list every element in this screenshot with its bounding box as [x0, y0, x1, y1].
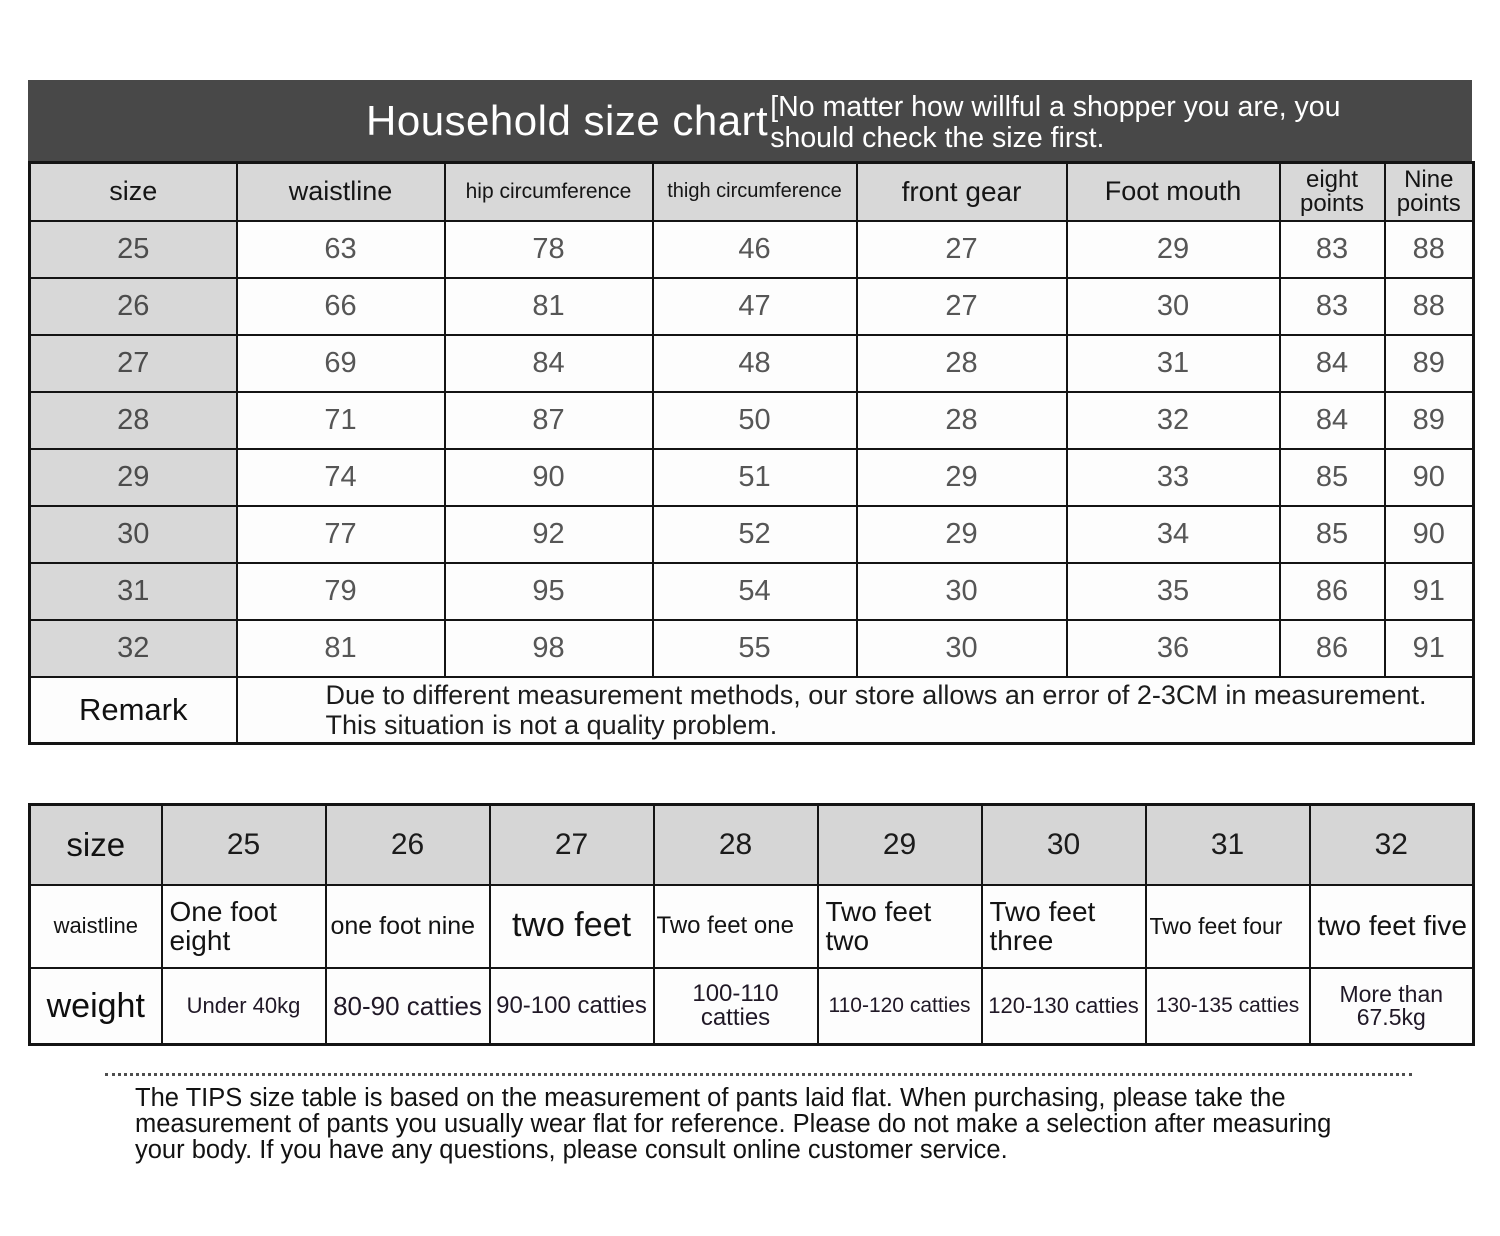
cell: 95: [445, 563, 653, 620]
size-cell: 32: [30, 620, 237, 677]
weight-value-cell: 90-100 catties: [490, 968, 654, 1045]
cell: 54: [653, 563, 857, 620]
waistline-value-cell: one foot nine: [326, 885, 490, 968]
size-header-cell: 27: [490, 805, 654, 885]
waistline-value-cell: Two feet one: [654, 885, 818, 968]
waistline-value-cell: Two feet two: [818, 885, 982, 968]
size-header-cell: 31: [1146, 805, 1310, 885]
cell: 63: [237, 221, 445, 278]
waistline-value-cell: two feet five: [1310, 885, 1474, 968]
column-header-thigh: thigh circumference: [653, 163, 857, 221]
cell: 30: [857, 620, 1067, 677]
waistline-row-label: waistline: [30, 885, 162, 968]
size-header-cell: 26: [326, 805, 490, 885]
cell: 48: [653, 335, 857, 392]
table-row: [30, 563, 1474, 620]
size-cell: 26: [30, 278, 237, 335]
cell: 85: [1280, 449, 1385, 506]
weight-row-label: weight: [30, 968, 162, 1045]
size-header-cell: 30: [982, 805, 1146, 885]
column-header-front-gear: front gear: [857, 163, 1067, 221]
cell: 88: [1385, 278, 1474, 335]
waistline-value-cell: Two feet four: [1146, 885, 1310, 968]
fit-table-weight-row: [30, 968, 1474, 1045]
chart-subtitle: [770, 92, 1340, 153]
size-cell: 27: [30, 335, 237, 392]
cell: 28: [857, 335, 1067, 392]
size-measurement-table: [28, 161, 1475, 745]
cell: 29: [857, 449, 1067, 506]
cell: 78: [445, 221, 653, 278]
column-header-hip: hip circumference: [445, 163, 653, 221]
cell: 29: [857, 506, 1067, 563]
cell: 46: [653, 221, 857, 278]
cell: 92: [445, 506, 653, 563]
table-row: [30, 620, 1474, 677]
waistline-value-cell: One foot eight: [162, 885, 326, 968]
size-header-cell: 28: [654, 805, 818, 885]
column-header-size: size: [30, 163, 237, 221]
fit-table-waistline-row: [30, 885, 1474, 968]
table-row: [30, 221, 1474, 278]
weight-value-cell: 80-90 catties: [326, 968, 490, 1045]
table-row: [30, 506, 1474, 563]
column-header-foot-mouth: Foot mouth: [1067, 163, 1280, 221]
waistline-value-cell: Two feet three: [982, 885, 1146, 968]
cell: 47: [653, 278, 857, 335]
cell: 50: [653, 392, 857, 449]
cell: 30: [1067, 278, 1280, 335]
remark-row: [30, 677, 1474, 744]
table-row: [30, 392, 1474, 449]
column-header-waistline: waistline: [237, 163, 445, 221]
cell: 33: [1067, 449, 1280, 506]
cell: 71: [237, 392, 445, 449]
size-fit-table: [28, 803, 1475, 1046]
cell: 84: [1280, 392, 1385, 449]
table-row: [30, 335, 1474, 392]
cell: 66: [237, 278, 445, 335]
fit-table-size-row: [30, 805, 1474, 885]
cell: 69: [237, 335, 445, 392]
cell: 83: [1280, 221, 1385, 278]
cell: 98: [445, 620, 653, 677]
cell: 27: [857, 278, 1067, 335]
cell: 87: [445, 392, 653, 449]
chart-title: Household size chart: [366, 96, 769, 144]
chart-header-bar: [28, 80, 1472, 161]
size-cell: 28: [30, 392, 237, 449]
tips-paragraph: The TIPS size table is based on the measurement of pants laid flat. When purchasing, please take the measurement of pants you usually wear flat for reference. Please do not make a selection after measuring your body. If you have any questions, please consult online customer service.: [135, 1084, 1332, 1164]
cell: 52: [653, 506, 857, 563]
cell: 83: [1280, 278, 1385, 335]
fit-corner-label: size: [30, 805, 162, 885]
weight-value-cell: 120-130 catties: [982, 968, 1146, 1045]
cell: 84: [445, 335, 653, 392]
size-header-cell: 29: [818, 805, 982, 885]
cell: 85: [1280, 506, 1385, 563]
cell: 89: [1385, 335, 1474, 392]
cell: 90: [1385, 506, 1474, 563]
size-cell: 31: [30, 563, 237, 620]
cell: 91: [1385, 620, 1474, 677]
weight-value-cell: More than 67.5kg: [1310, 968, 1474, 1045]
column-header-eight-points: eight points: [1280, 163, 1385, 221]
table-row: [30, 278, 1474, 335]
size-cell: 30: [30, 506, 237, 563]
size-header-cell: 25: [162, 805, 326, 885]
cell: 55: [653, 620, 857, 677]
weight-value-cell: 130-135 catties: [1146, 968, 1310, 1045]
cell: 74: [237, 449, 445, 506]
dotted-divider: [105, 1073, 1412, 1076]
cell: 84: [1280, 335, 1385, 392]
cell: 36: [1067, 620, 1280, 677]
column-header-nine-points: Nine points: [1385, 163, 1474, 221]
weight-value-cell: Under 40kg: [162, 968, 326, 1045]
size-header-cell: 32: [1310, 805, 1474, 885]
cell: 79: [237, 563, 445, 620]
cell: 51: [653, 449, 857, 506]
waistline-value-cell: two feet: [490, 885, 654, 968]
cell: 27: [857, 221, 1067, 278]
cell: 86: [1280, 620, 1385, 677]
cell: 32: [1067, 392, 1280, 449]
cell: 86: [1280, 563, 1385, 620]
cell: 34: [1067, 506, 1280, 563]
weight-value-cell: 100-110 catties: [654, 968, 818, 1045]
remark-text: Due to different measurement methods, our store allows an error of 2-3CM in measurement. This situation is not a quality problem.: [237, 677, 1474, 744]
table-row: [30, 449, 1474, 506]
cell: 81: [445, 278, 653, 335]
size-cell: 25: [30, 221, 237, 278]
chart-subtitle-line1: [No matter how willful a shopper you are, you: [770, 91, 1341, 124]
cell: 35: [1067, 563, 1280, 620]
cell: 81: [237, 620, 445, 677]
weight-value-cell: 110-120 catties: [818, 968, 982, 1045]
cell: 28: [857, 392, 1067, 449]
cell: 91: [1385, 563, 1474, 620]
remark-label: Remark: [30, 677, 237, 744]
size-cell: 29: [30, 449, 237, 506]
cell: 30: [857, 563, 1067, 620]
chart-subtitle-line2: should check the size first.: [770, 121, 1105, 154]
table-header-row: [30, 163, 1474, 221]
cell: 89: [1385, 392, 1474, 449]
cell: 90: [1385, 449, 1474, 506]
cell: 88: [1385, 221, 1474, 278]
cell: 77: [237, 506, 445, 563]
cell: 29: [1067, 221, 1280, 278]
cell: 90: [445, 449, 653, 506]
cell: 31: [1067, 335, 1280, 392]
